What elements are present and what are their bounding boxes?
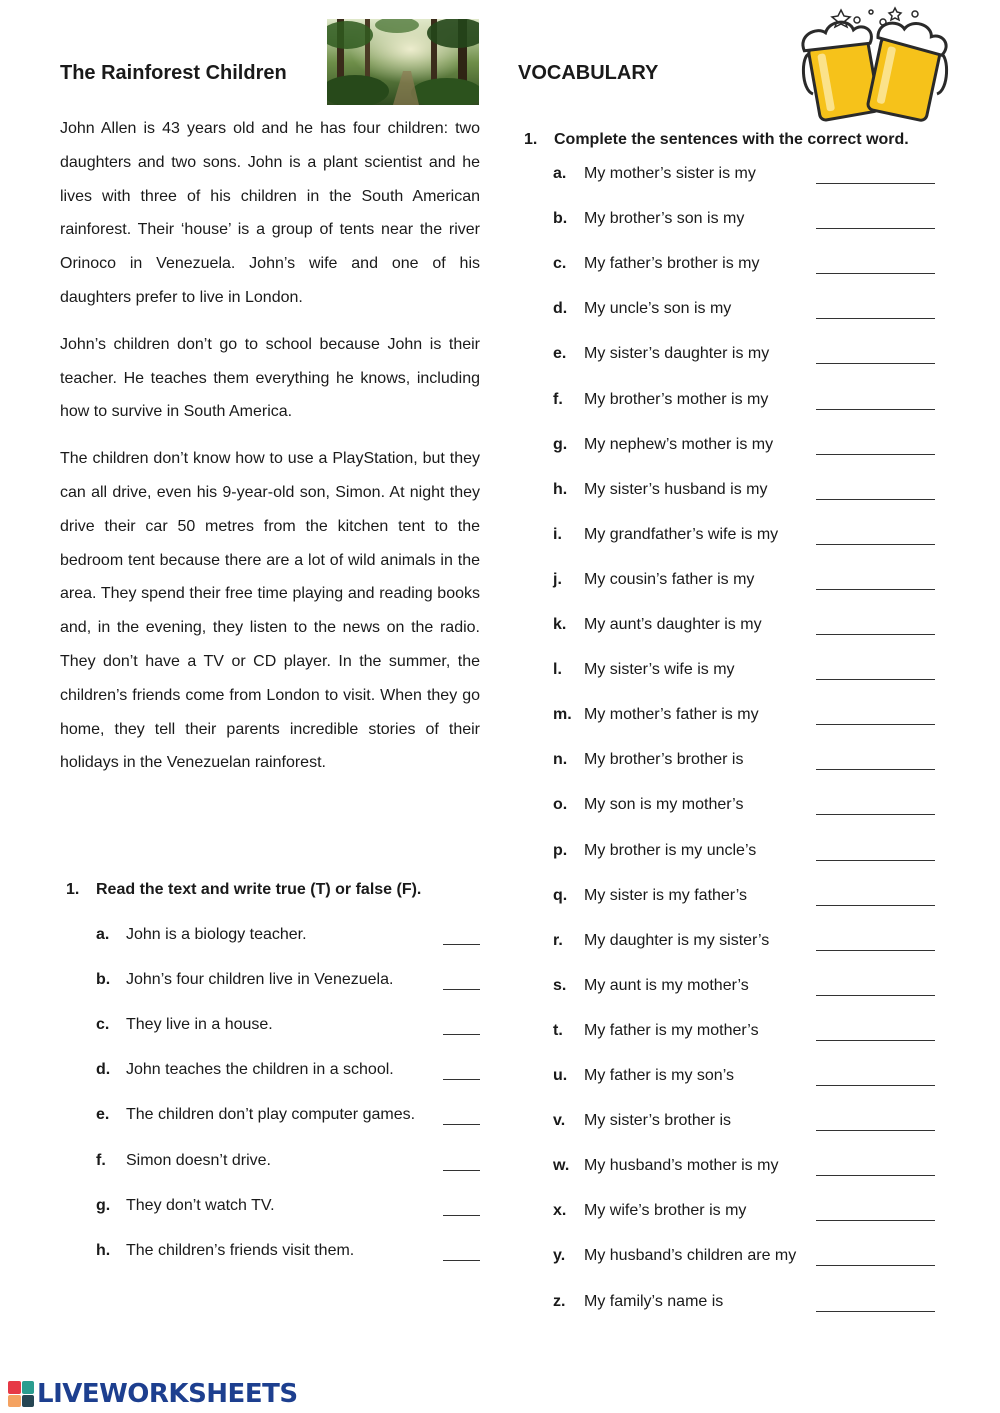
item-text: My sister’s daughter is my (584, 345, 770, 363)
logo-icon (8, 1381, 34, 1407)
exercise-item (553, 796, 935, 820)
item-letter: j. (553, 570, 562, 588)
exercise-item (96, 971, 480, 995)
exercise-item (553, 571, 935, 595)
item-letter: f. (553, 390, 563, 408)
exercise-item (553, 300, 935, 324)
item-letter: n. (553, 751, 568, 769)
item-letter: g. (553, 435, 568, 453)
item-text: My brother’s mother is my (584, 390, 769, 408)
item-letter: y. (553, 1247, 566, 1265)
item-letter: i. (553, 525, 562, 543)
answer-blank[interactable] (816, 454, 935, 455)
exercise-item (96, 1197, 480, 1221)
exercise-item (553, 481, 935, 505)
exercise-item (553, 345, 935, 369)
answer-blank[interactable] (443, 1170, 480, 1171)
item-text: My son is my mother’s (584, 796, 744, 814)
item-text: My husband’s mother is my (584, 1157, 779, 1175)
exercise-item (553, 706, 935, 730)
exercise-item (553, 887, 935, 911)
answer-blank[interactable] (816, 228, 935, 229)
item-text: My uncle’s son is my (584, 300, 732, 318)
answer-blank[interactable] (443, 1124, 480, 1125)
exercise-item (553, 1202, 935, 1226)
item-letter: b. (96, 971, 111, 989)
item-letter: e. (553, 345, 567, 363)
rainforest-photo (327, 19, 479, 105)
answer-blank[interactable] (816, 724, 935, 725)
item-text: My brother is my uncle’s (584, 841, 757, 859)
item-text: My aunt is my mother’s (584, 976, 749, 994)
answer-blank[interactable] (816, 950, 935, 951)
answer-blank[interactable] (443, 1260, 480, 1261)
question-number: 1. (66, 881, 80, 898)
item-letter: b. (553, 210, 568, 228)
exercise-item (553, 1293, 935, 1317)
logo-square (8, 1381, 21, 1394)
answer-blank[interactable] (816, 769, 935, 770)
answer-blank[interactable] (816, 363, 935, 364)
item-text: My nephew’s mother is my (584, 435, 774, 453)
answer-blank[interactable] (443, 1079, 480, 1080)
answer-blank[interactable] (816, 1311, 935, 1312)
true-false-heading (66, 881, 421, 899)
item-text: My cousin’s father is my (584, 570, 755, 588)
answer-blank[interactable] (816, 183, 935, 184)
exercise-item (96, 1061, 480, 1085)
item-text: John teaches the children in a school. (126, 1061, 394, 1079)
item-letter: p. (553, 841, 568, 859)
answer-blank[interactable] (816, 995, 935, 996)
exercise-item (96, 1016, 480, 1040)
item-text: My sister’s husband is my (584, 480, 768, 498)
answer-blank[interactable] (816, 409, 935, 410)
instruction: Complete the sentences with the correct word. (554, 131, 909, 148)
exercise-item (553, 436, 935, 460)
item-text: My father is my son’s (584, 1067, 734, 1084)
logo-square (22, 1381, 35, 1394)
exercise-item (553, 165, 935, 189)
item-letter: h. (553, 480, 568, 498)
exercise-item (553, 1022, 935, 1046)
answer-blank[interactable] (816, 499, 935, 500)
item-letter: v. (553, 1112, 566, 1130)
answer-blank[interactable] (816, 1130, 935, 1131)
answer-blank[interactable] (816, 634, 935, 635)
instruction: Read the text and write true (T) or false (F). (96, 881, 422, 898)
item-text: My sister is my father’s (584, 886, 747, 904)
item-text: The children don’t play computer games. (126, 1106, 416, 1124)
answer-blank[interactable] (443, 1215, 480, 1216)
answer-blank[interactable] (816, 1040, 935, 1041)
answer-blank[interactable] (816, 1265, 935, 1266)
item-letter: k. (553, 616, 567, 633)
item-text: My sister’s brother is (584, 1112, 731, 1130)
item-letter: x. (553, 1202, 567, 1220)
answer-blank[interactable] (816, 273, 935, 274)
reading-title: The Rainforest Children (60, 62, 287, 84)
exercise-item (553, 210, 935, 234)
beer-mugs-clipart (795, 4, 955, 124)
exercise-item (553, 977, 935, 1001)
vocabulary-heading (524, 131, 909, 149)
item-letter: l. (553, 661, 562, 679)
item-letter: r. (553, 931, 563, 949)
item-text: They live in a house. (126, 1016, 273, 1034)
exercise-item (96, 926, 480, 950)
item-text: My father is my mother’s (584, 1021, 759, 1039)
story-paragraph: The children don’t know how to use a PlayStation, but they can all drive, even his 9-year-old son, Simon. At night they drive their car 50 metres from the kitchen tent to the bedroom tent because there are a lot of wild animals in the area. They spend their free time playing and reading books and, in the evening, they listen to the news on the radio. They don’t have a TV or CD player. In the summer, the children’s friends come from London to visit. When they go home, they tell their parents incredible stories of their holidays in the Venezuelan rainforest. (60, 450, 480, 772)
exercise-item (553, 616, 935, 640)
item-text: My brother’s brother is (584, 751, 744, 769)
item-text: My husband’s children are my (584, 1247, 797, 1265)
question-number: 1. (524, 131, 538, 148)
logo-square (22, 1395, 35, 1408)
answer-blank[interactable] (816, 814, 935, 815)
item-letter: d. (96, 1061, 111, 1079)
item-letter: u. (553, 1067, 568, 1084)
item-letter: e. (96, 1106, 110, 1124)
exercise-item (553, 255, 935, 279)
answer-blank[interactable] (816, 318, 935, 319)
exercise-item (553, 526, 935, 550)
answer-blank[interactable] (443, 944, 480, 945)
item-letter: m. (553, 706, 572, 724)
exercise-item (553, 842, 935, 866)
item-text: My brother’s son is my (584, 210, 745, 228)
exercise-item (553, 1112, 935, 1136)
liveworksheets-logo (8, 1379, 298, 1409)
exercise-item (553, 1247, 935, 1271)
item-letter: c. (96, 1016, 110, 1034)
item-letter: s. (553, 976, 567, 994)
item-text: John is a biology teacher. (126, 926, 307, 943)
logo-square (8, 1395, 21, 1408)
item-letter: q. (553, 886, 568, 904)
answer-blank[interactable] (816, 679, 935, 680)
answer-blank[interactable] (816, 544, 935, 545)
answer-blank[interactable] (816, 860, 935, 861)
exercise-item (553, 1067, 935, 1091)
item-text: They don’t watch TV. (126, 1196, 275, 1214)
item-letter: z. (553, 1292, 566, 1310)
item-text: My family’s name is (584, 1292, 724, 1310)
item-text: My sister’s wife is my (584, 661, 735, 679)
item-text: The children’s friends visit them. (126, 1241, 355, 1259)
item-letter: a. (553, 165, 567, 182)
item-text: My mother’s father is my (584, 706, 759, 724)
answer-blank[interactable] (816, 1175, 935, 1176)
item-text: My wife’s brother is my (584, 1202, 747, 1220)
item-text: My daughter is my sister’s (584, 931, 770, 949)
item-text: Simon doesn’t drive. (126, 1151, 271, 1169)
answer-blank[interactable] (816, 1085, 935, 1086)
exercise-item (553, 391, 935, 415)
vocabulary-title: VOCABULARY (518, 62, 659, 84)
item-letter: d. (553, 300, 568, 318)
item-letter: g. (96, 1196, 111, 1214)
story-paragraph: John’s children don’t go to school because John is their teacher. He teaches them everything he knows, including how to survive in South America. (60, 335, 480, 421)
item-text: My father’s brother is my (584, 255, 760, 273)
answer-blank[interactable] (816, 589, 935, 590)
exercise-item (96, 1106, 480, 1130)
answer-blank[interactable] (816, 1220, 935, 1221)
item-letter: t. (553, 1021, 563, 1039)
answer-blank[interactable] (816, 905, 935, 906)
story-paragraph: John Allen is 43 years old and he has four children: two daughters and two sons. John is a plant scientist and he lives with three of his children in the South American rainforest. Their ‘house’ is a group of tents near the river Orinoco in Venezuela. John’s wife and one of his daughters prefer to live in London. (60, 120, 480, 306)
story-text (60, 112, 480, 793)
logo-text: LIVEWORKSHEETS (37, 1379, 298, 1409)
answer-blank[interactable] (443, 1034, 480, 1035)
item-text: My grandfather’s wife is my (584, 525, 779, 543)
exercise-item (553, 1157, 935, 1181)
item-text: My mother’s sister is my (584, 165, 756, 182)
exercise-item (96, 1242, 480, 1266)
item-letter: a. (96, 926, 110, 943)
item-letter: f. (96, 1151, 106, 1169)
item-letter: c. (553, 255, 567, 273)
item-text: John’s four children live in Venezuela. (126, 971, 394, 989)
item-letter: w. (553, 1157, 570, 1175)
exercise-item (553, 751, 935, 775)
answer-blank[interactable] (443, 989, 480, 990)
exercise-item (96, 1152, 480, 1176)
exercise-item (553, 932, 935, 956)
item-letter: h. (96, 1241, 111, 1259)
item-letter: o. (553, 796, 568, 814)
exercise-item (553, 661, 935, 685)
item-text: My aunt’s daughter is my (584, 616, 762, 633)
